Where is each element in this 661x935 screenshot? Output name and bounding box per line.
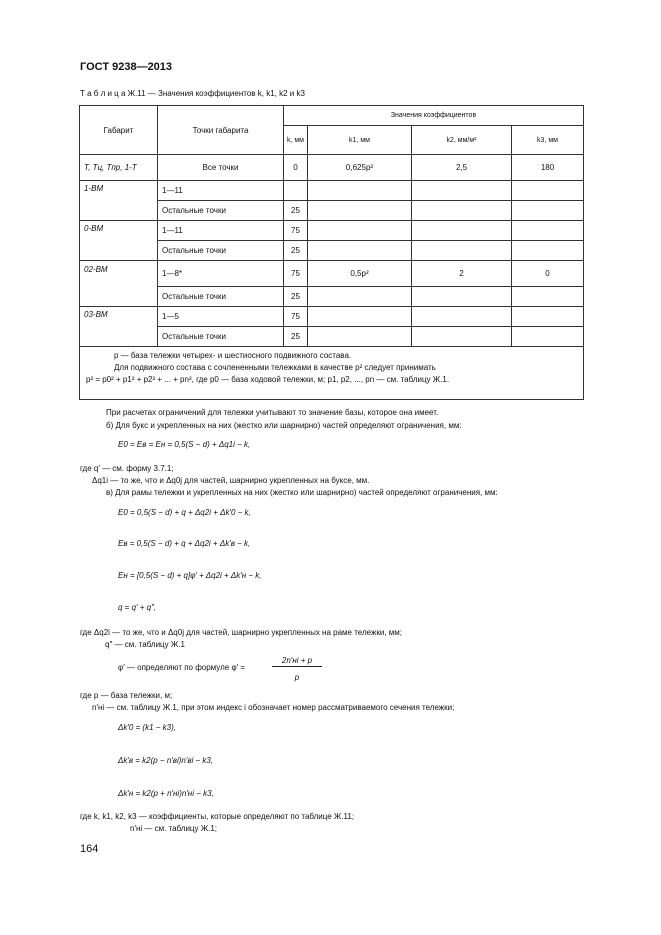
cell-k: 25 bbox=[284, 241, 308, 261]
document-header: ГОСТ 9238—2013 bbox=[80, 61, 173, 73]
cell-k bbox=[284, 181, 308, 201]
header-gabarit: Габарит bbox=[80, 106, 158, 155]
cell-k3 bbox=[512, 327, 584, 347]
note-line: p — база тележки четырех- и шестиосного подвижного состава. bbox=[114, 351, 352, 360]
cell-k3: 180 bbox=[512, 155, 584, 181]
cell-k: 25 bbox=[284, 327, 308, 347]
where-line: n′нi — см. таблицу Ж.1, при этом индекс i обозначает номер рассматриваемого сечения тележки; bbox=[92, 703, 455, 712]
cell-k1 bbox=[308, 221, 412, 241]
cell-points: 1—8* bbox=[158, 261, 284, 287]
header-k1: k1, мм bbox=[308, 126, 412, 155]
paragraph: б) Для букс и укрепленных на них (жестко или шарнирно) частей определяют ограничения, мм: bbox=[106, 421, 462, 430]
cell-k2 bbox=[412, 221, 512, 241]
table-caption: Т а б л и ц а Ж.11 — Значения коэффициентов k, k1, k2 и k3 bbox=[80, 89, 305, 98]
formula: E0 = 0,5(S − d) + q + Δq2i + Δk′0 − k, bbox=[118, 508, 251, 517]
cell-k3 bbox=[512, 181, 584, 201]
formula: Eн = [0,5(S − d) + q]φ′ + Δq2i + Δk′н − k, bbox=[118, 571, 262, 580]
cell-gabarit: 1-ВМ bbox=[80, 181, 158, 221]
page-number: 164 bbox=[80, 843, 99, 855]
header-k2: k2, мм/м² bbox=[412, 126, 512, 155]
cell-k1 bbox=[308, 241, 412, 261]
where-line: где k, k1, k2, k3 — коэффициенты, которые определяют по таблице Ж.11; bbox=[80, 812, 355, 821]
phi-formula-text: φ′ — определяют по формуле φ′ = bbox=[118, 663, 246, 672]
cell-k3 bbox=[512, 221, 584, 241]
cell-points: 1—5 bbox=[158, 307, 284, 327]
cell-k3: 0 bbox=[512, 261, 584, 287]
where-line: Δq1i — то же, что и Δq0j для частей, шарнирно укрепленных на буксе, мм. bbox=[92, 476, 370, 485]
formula: Δk′в = k2(p − n′вi)n′вi − k3, bbox=[118, 756, 214, 765]
cell-k3 bbox=[512, 287, 584, 307]
cell-k1 bbox=[308, 327, 412, 347]
formula: E0 = Eв = Eн = 0,5(S − d) + Δq1i − k, bbox=[118, 440, 251, 449]
cell-k1 bbox=[308, 307, 412, 327]
cell-points: Остальные точки bbox=[158, 241, 284, 261]
header-k3: k3, мм bbox=[512, 126, 584, 155]
where-line: q″ — см. таблицу Ж.1 bbox=[105, 640, 185, 649]
formula: Δk′0 = (k1 − k3), bbox=[118, 723, 176, 732]
table-notes bbox=[80, 347, 584, 400]
cell-gabarit: 03-ВМ bbox=[80, 307, 158, 347]
cell-k3 bbox=[512, 307, 584, 327]
paragraph: в) Для рамы тележки и укрепленных на них (жестко или шарнирно) частей определяют ограничения, мм: bbox=[106, 488, 498, 497]
formula: Eв = 0,5(S − d) + q + Δq2i + Δk′в − k, bbox=[118, 539, 251, 548]
note-line: p² = p0² + p1² + p2² + ... + pn², где p0 — база ходовой тележки, м; p1, p2, ..., pn — см. таблицу Ж.1. bbox=[86, 375, 450, 384]
phi-denominator: p bbox=[294, 673, 300, 682]
header-k: k, мм bbox=[284, 126, 308, 155]
cell-k: 75 bbox=[284, 261, 308, 287]
cell-k: 75 bbox=[284, 307, 308, 327]
cell-k1 bbox=[308, 181, 412, 201]
cell-k1: 0,625p² bbox=[308, 155, 412, 181]
formula: q = q′ + q″, bbox=[118, 603, 157, 612]
cell-k: 0 bbox=[284, 155, 308, 181]
cell-k2: 2 bbox=[412, 261, 512, 287]
cell-k: 25 bbox=[284, 201, 308, 221]
cell-k2 bbox=[412, 181, 512, 201]
cell-k2 bbox=[412, 201, 512, 221]
cell-gabarit: 02-ВМ bbox=[80, 261, 158, 307]
cell-k3 bbox=[512, 241, 584, 261]
cell-points: 1—11 bbox=[158, 181, 284, 201]
where-line: n′нi — см. таблицу Ж.1; bbox=[130, 824, 218, 833]
cell-gabarit: 0-ВМ bbox=[80, 221, 158, 261]
cell-points: Остальные точки bbox=[158, 327, 284, 347]
cell-points: Все точки bbox=[158, 155, 284, 181]
cell-points: Остальные точки bbox=[158, 201, 284, 221]
paragraph: При расчетах ограничений для тележки учитывают то значение базы, которое она имеет. bbox=[106, 408, 439, 417]
header-points: Точки габарита bbox=[158, 106, 284, 155]
cell-k2: 2,5 bbox=[412, 155, 512, 181]
cell-points: Остальные точки bbox=[158, 287, 284, 307]
where-line: где Δq2i — то же, что и Δq0j для частей, шарнирно укрепленных на раме тележки, мм; bbox=[80, 628, 402, 637]
formula: Δk′н = k2(p + n′нi)n′нi − k3, bbox=[118, 789, 214, 798]
cell-k2 bbox=[412, 327, 512, 347]
where-line: где q′ — см. форму 3.7.1; bbox=[80, 464, 174, 473]
cell-points: 1—11 bbox=[158, 221, 284, 241]
cell-gabarit: T, Tц, Tпр, 1-T bbox=[80, 155, 158, 181]
coefficients-table bbox=[79, 105, 584, 400]
phi-numerator: 2n′нi + p bbox=[272, 656, 322, 667]
cell-k1 bbox=[308, 287, 412, 307]
cell-k: 25 bbox=[284, 287, 308, 307]
cell-k2 bbox=[412, 307, 512, 327]
cell-k1 bbox=[308, 201, 412, 221]
cell-k: 75 bbox=[284, 221, 308, 241]
cell-k2 bbox=[412, 241, 512, 261]
cell-k1: 0,5p² bbox=[308, 261, 412, 287]
note-line: Для подвижного состава с сочлененными тележками в качестве p² следует принимать bbox=[114, 363, 436, 372]
cell-k2 bbox=[412, 287, 512, 307]
cell-k3 bbox=[512, 201, 584, 221]
header-values: Значения коэффициентов bbox=[284, 106, 584, 126]
where-line: где p — база тележки, м; bbox=[80, 691, 173, 700]
